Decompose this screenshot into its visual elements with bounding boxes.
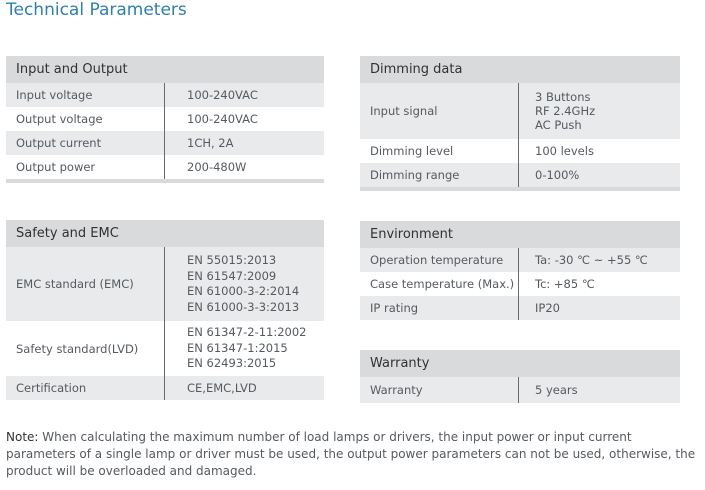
- row-label: Input signal: [370, 104, 438, 118]
- row-label: Dimming level: [370, 144, 454, 158]
- table-row: [360, 248, 680, 272]
- row-value: [518, 83, 595, 139]
- table-row: [360, 163, 680, 187]
- row-value: [164, 321, 307, 376]
- row-label: Case temperature (Max.): [370, 277, 515, 291]
- environment-heading: Environment: [360, 221, 680, 248]
- signal-value-1: 3 Buttons: [535, 90, 591, 104]
- row-value: [164, 247, 299, 321]
- table-row: [6, 107, 324, 131]
- note-label: Note:: [6, 430, 39, 444]
- row-label: Warranty: [370, 383, 423, 397]
- emc-standard-2: EN 61547:2009: [187, 268, 277, 283]
- lvd-standard-3: EN 62493:2015: [187, 356, 277, 371]
- safety-emc-heading: Safety and EMC: [6, 220, 324, 247]
- warranty-table: [360, 350, 680, 403]
- row-label: Dimming range: [370, 168, 460, 182]
- row-value: 0-100%: [518, 163, 579, 187]
- page-title: Technical Parameters: [6, 0, 187, 20]
- row-label: Certification: [16, 381, 87, 395]
- warranty-heading: Warranty: [360, 350, 680, 377]
- note-paragraph: [6, 429, 696, 480]
- dimming-table: [360, 56, 680, 191]
- row-label: IP rating: [370, 301, 419, 315]
- table-row: [6, 321, 324, 376]
- row-label: Output power: [16, 160, 96, 174]
- lvd-standard-2: EN 61347-1:2015: [187, 340, 288, 355]
- row-value: 5 years: [518, 377, 578, 403]
- table-row: [360, 83, 680, 139]
- table-footer-bar: [6, 179, 324, 183]
- table-row: [360, 296, 680, 320]
- row-value: 100-240VAC: [164, 83, 258, 107]
- table-row: [6, 155, 324, 179]
- note-text: When calculating the maximum number of load lamps or drivers, the input power or input current parameters of a single lamp or driver must be used, the output power parameters can not be used, otherwise, the product will be overloaded and damaged.: [6, 430, 696, 478]
- signal-value-3: AC Push: [535, 118, 582, 132]
- row-value: 1CH, 2A: [164, 131, 234, 155]
- input-output-heading: Input and Output: [6, 56, 324, 83]
- row-value: IP20: [518, 296, 560, 320]
- table-row: [6, 83, 324, 107]
- input-output-table: [6, 56, 324, 183]
- safety-emc-table: [6, 220, 324, 400]
- row-value: 100 levels: [518, 139, 594, 163]
- row-value: CE,EMC,LVD: [164, 376, 257, 400]
- emc-standard-4: EN 61000-3-3:2013: [187, 299, 300, 314]
- row-value: 100-240VAC: [164, 107, 258, 131]
- row-label: Input voltage: [16, 88, 93, 102]
- row-label: Operation temperature: [370, 253, 504, 267]
- lvd-standard-1: EN 61347-2-11:2002: [187, 325, 307, 340]
- table-footer-bar: [360, 187, 680, 191]
- signal-value-2: RF 2.4GHz: [535, 104, 596, 118]
- table-row: [360, 272, 680, 296]
- emc-standard-1: EN 55015:2013: [187, 253, 277, 267]
- row-label: Output current: [16, 136, 102, 150]
- row-value: 200-480W: [164, 155, 246, 179]
- row-label: EMC standard (EMC): [16, 277, 134, 291]
- row-label: Output voltage: [16, 112, 103, 126]
- table-row: [6, 247, 324, 321]
- row-label: Safety standard(LVD): [16, 341, 139, 356]
- row-value: Tc: +85 ℃: [518, 272, 595, 296]
- table-row: [6, 376, 324, 400]
- emc-standard-3: EN 61000-3-2:2014: [187, 284, 300, 298]
- dimming-heading: Dimming data: [360, 56, 680, 83]
- table-row: [6, 131, 324, 155]
- environment-table: [360, 221, 680, 320]
- row-value: Ta: -30 ℃ ~ +55 ℃: [518, 248, 648, 272]
- table-row: [360, 377, 680, 403]
- table-row: [360, 139, 680, 163]
